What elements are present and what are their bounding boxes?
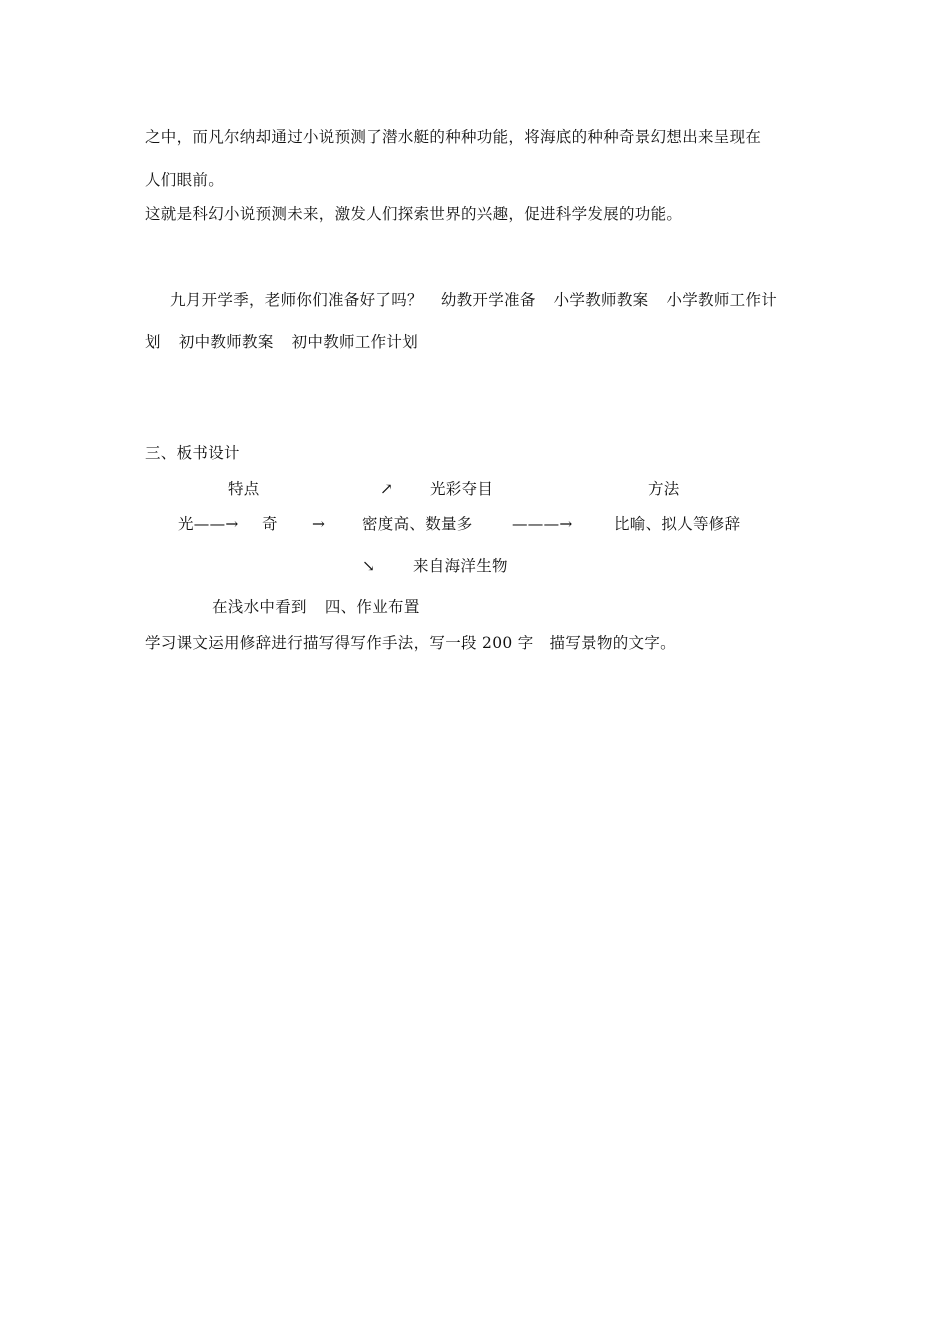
item-light: 光——→ bbox=[178, 515, 239, 533]
item-density: 密度高、数量多 bbox=[362, 515, 473, 533]
promo-link-kindergarten[interactable]: 幼教开学准备 bbox=[440, 291, 536, 309]
paragraph-line-3: 这就是科幻小说预测未来，激发人们探索世界的兴趣，促进科学发展的功能。 bbox=[145, 205, 683, 223]
label-method: 方法 bbox=[648, 480, 680, 498]
promo-link-primary-lesson[interactable]: 小学教师教案 bbox=[553, 291, 649, 309]
homework-text-b: 描写景物的文字。 bbox=[549, 634, 676, 652]
paragraph-line-1: 之中，而凡尔纳却通过小说预测了潜水艇的种种功能，将海底的种种奇景幻想出来呈现在 bbox=[145, 128, 762, 146]
promo-link-junior-lesson[interactable]: 初中教师教案 bbox=[178, 333, 274, 351]
promo-link-primary-plan[interactable]: 小学教师工作计 bbox=[666, 291, 778, 309]
long-arrow-icon: ———→ bbox=[512, 515, 573, 533]
label-features: 特点 bbox=[228, 480, 260, 498]
promo-link-primary-plan-cont[interactable]: 划 bbox=[145, 333, 161, 351]
promo-link-junior-plan[interactable]: 初中教师工作计划 bbox=[291, 333, 419, 351]
promo-intro: 九月开学季，老师你们准备好了吗？ bbox=[170, 291, 423, 309]
arrow-right-icon: → bbox=[312, 515, 326, 533]
board-row-4 bbox=[212, 597, 420, 617]
promo-line-2 bbox=[145, 332, 418, 352]
arrow-down-icon: ↘ bbox=[362, 557, 376, 575]
arrow-up-icon: ↗ bbox=[380, 480, 394, 498]
homework-heading: 四、作业布置 bbox=[324, 598, 420, 616]
paragraph-line-2: 人们眼前。 bbox=[145, 171, 225, 189]
item-shallow-water: 在浅水中看到 bbox=[212, 598, 307, 616]
item-rhetoric: 比喻、拟人等修辞 bbox=[614, 515, 741, 533]
homework-text bbox=[145, 633, 676, 653]
homework-text-a: 学习课文运用修辞进行描写得写作手法，写一段 200 字 bbox=[145, 634, 534, 652]
board-design-heading: 三、板书设计 bbox=[145, 444, 240, 462]
item-dazzling: 光彩夺目 bbox=[430, 480, 494, 498]
item-odd: 奇 bbox=[262, 515, 278, 533]
promo-line-1 bbox=[170, 290, 777, 310]
item-marine-origin: 来自海洋生物 bbox=[413, 557, 508, 575]
